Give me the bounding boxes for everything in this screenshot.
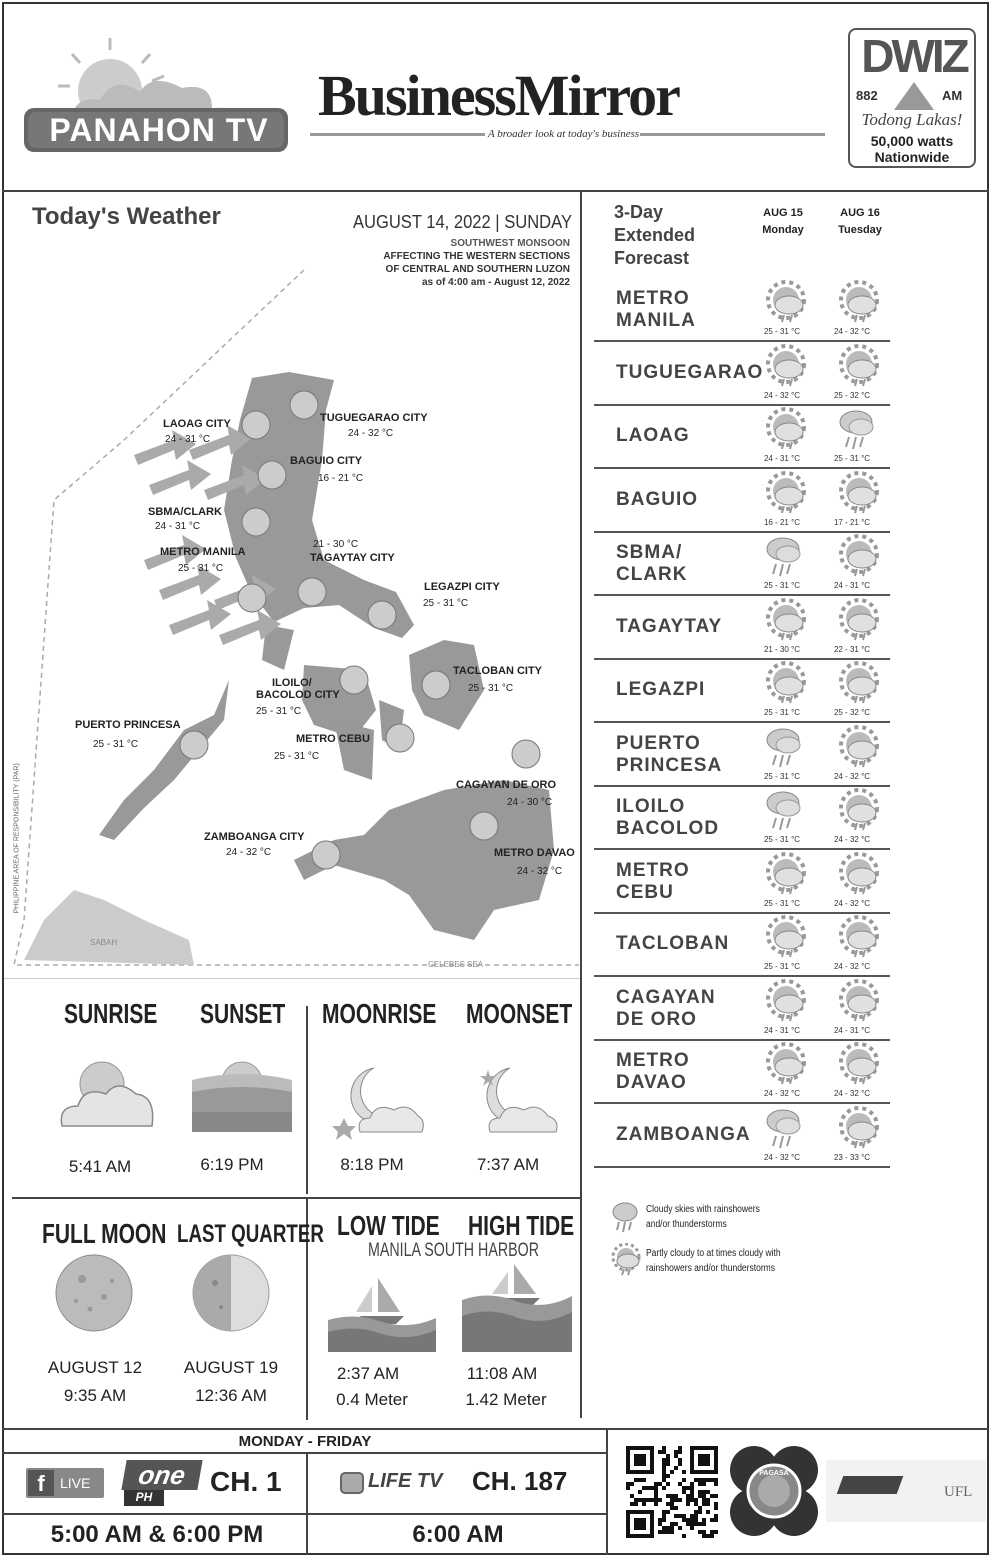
forecast-day2-weather-icon — [837, 471, 881, 520]
forecast-row — [594, 534, 890, 596]
par-label: PHILIPPINE AREA OF RESPONSIBILITY (PAR) — [13, 763, 21, 914]
ufl-box — [826, 1460, 986, 1522]
low-tide-time: 2:37 AM — [336, 1364, 400, 1383]
forecast-row — [594, 979, 890, 1041]
forecast-day2-temp: 24 - 32 °C — [833, 327, 871, 336]
today-note-4: as of 4:00 am - August 12, 2022 — [421, 277, 570, 288]
forecast-row — [594, 852, 890, 914]
qr-code-graphic — [626, 1446, 718, 1538]
city-metro-davao: METRO DAVAO — [494, 847, 575, 859]
philippines-map — [4, 260, 582, 972]
sunrise-label: SUNRISE — [64, 998, 158, 1029]
forecast-day2-temp: 25 - 31 °C — [833, 454, 871, 463]
forecast-city-line1: SBMA/ — [616, 542, 683, 563]
masthead-rule-left — [310, 133, 485, 136]
forecast-day2-weather-icon — [837, 598, 881, 647]
dwiz-logo — [848, 28, 976, 168]
forecast-title-3: Forecast — [614, 248, 690, 268]
city-tagaytay: TAGAYTAY CITY — [310, 552, 395, 564]
celebes-label: CELEBES SEA — [428, 960, 484, 969]
city-metro-davao-temp: 24 - 32 °C — [517, 866, 563, 877]
forecast-day2-temp: 24 - 32 °C — [833, 771, 871, 781]
city-cagayan-de-oro-temp: 24 - 30 °C — [507, 797, 553, 808]
moonset-icon — [470, 1062, 566, 1145]
forecast-day1-temp: 24 - 31 °C — [763, 1025, 801, 1035]
city-zamboanga: ZAMBOANGA CITY — [204, 831, 305, 843]
one-label: one — [121, 1460, 202, 1490]
footer-times-vdivider — [306, 1452, 308, 1555]
forecast-day1-weather-icon — [764, 534, 802, 583]
legend-1a: Cloudy skies with rainshowers — [646, 1204, 760, 1215]
forecast-day2-temp: 25 - 32 °C — [833, 708, 871, 717]
last-quarter-moon-icon — [191, 1253, 271, 1338]
forecast-day1-name: Monday — [762, 224, 804, 236]
dwiz-am: AM — [942, 88, 963, 103]
forecast-day1-weather-icon — [764, 407, 808, 456]
forecast-day1-temp: 24 - 32 °C — [763, 1089, 801, 1098]
legend-cloudy-rain-icon — [612, 1200, 638, 1234]
forecast-city-line1: BAGUIO — [616, 488, 698, 510]
map-forecast-divider — [580, 192, 582, 1418]
city-tacloban-temp: 25 - 31 °C — [468, 683, 514, 694]
dwiz-emblem-icon — [894, 82, 934, 110]
panahon-tv-logo — [22, 36, 290, 154]
forecast-day2-temp: 17 - 21 °C — [833, 517, 871, 527]
forecast-city-line1: METRO — [616, 288, 690, 309]
forecast-day1-temp: 25 - 31 °C — [763, 581, 801, 590]
moonset-time: 7:37 AM — [476, 1155, 540, 1174]
forecast-day1-weather-icon — [764, 598, 808, 647]
forecast-city-line2: PRINCESA — [616, 754, 723, 776]
forecast-row — [594, 725, 890, 787]
city-metro-manila-temp: 25 - 31 °C — [178, 563, 224, 574]
forecast-city-line1: PUERTO — [616, 732, 701, 754]
city-iloilo: ILOILO/ — [272, 677, 312, 689]
last-quarter-time: 12:36 AM — [195, 1386, 267, 1405]
forecast-row — [594, 1042, 890, 1104]
forecast-day2-temp: 25 - 32 °C — [833, 390, 871, 400]
forecast-city-line1: LAOAG — [616, 425, 690, 446]
forecast-day2-temp: 22 - 31 °C — [833, 644, 871, 654]
city-cagayan-de-oro: CAGAYAN DE ORO — [456, 779, 557, 791]
today-date: AUGUST 14, 2022 | SUNDAY — [352, 212, 572, 232]
live-label: LIVE — [60, 1475, 91, 1491]
broadcast-time-right: 6:00 AM — [412, 1521, 504, 1548]
sun-moon-bottom-divider — [12, 1197, 582, 1199]
ufl-emblem-icon — [837, 1476, 904, 1494]
forecast-day2-weather-icon — [837, 534, 881, 583]
city-legazpi: LEGAZPI CITY — [424, 581, 500, 593]
ufl-label: UFL — [944, 1484, 973, 1500]
sunrise-time: 5:41 AM — [68, 1157, 132, 1176]
high-tide-height: 1.42 Meter — [465, 1390, 547, 1409]
forecast-day2-weather-icon — [837, 344, 881, 393]
forecast-day2-weather-icon — [837, 280, 881, 329]
city-laoag-temp: 24 - 31 °C — [165, 434, 211, 445]
map-bottom-divider — [4, 978, 580, 979]
city-laoag: LAOAG CITY — [163, 418, 231, 430]
forecast-city-line1: METRO — [616, 1050, 690, 1071]
city-puerto-princesa-temp: 25 - 31 °C — [93, 739, 139, 750]
city-puerto-princesa: PUERTO PRINCESA — [75, 719, 181, 731]
masthead-title: BusinessMirror — [318, 63, 679, 128]
tv-icon — [340, 1472, 364, 1494]
last-quarter-label: LAST QUARTER — [177, 1220, 324, 1248]
footer-times-divider — [2, 1513, 606, 1515]
full-moon-time: 9:35 AM — [63, 1386, 127, 1405]
forecast-day1-temp: 25 - 31 °C — [763, 962, 801, 971]
qr-code[interactable] — [626, 1446, 718, 1538]
channel-187: CH. 187 — [472, 1466, 568, 1496]
forecast-city-line2: BACOLOD — [616, 818, 720, 839]
forecast-city-line1: LEGAZPI — [616, 679, 706, 700]
footer-top-divider — [2, 1428, 989, 1430]
forecast-title-1: 3-Day — [614, 202, 664, 222]
today-note-2: AFFECTING THE WESTERN SECTIONS — [383, 251, 570, 262]
today-note-3: OF CENTRAL AND SOUTHERN LUZON — [385, 264, 570, 275]
forecast-day2-weather-icon — [837, 852, 881, 901]
city-tacloban: TACLOBAN CITY — [453, 665, 543, 677]
sabah-label: SABAH — [90, 938, 118, 947]
forecast-day1-temp: 25 - 31 °C — [763, 708, 801, 717]
forecast-row — [594, 915, 890, 977]
forecast-day1-temp: 25 - 31 °C — [763, 835, 801, 844]
forecast-day2-temp: 24 - 32 °C — [833, 835, 871, 844]
forecast-day2-weather-icon — [837, 725, 881, 774]
city-tagaytay-temp: 21 - 30 °C — [313, 539, 359, 550]
forecast-city-line2: DAVAO — [616, 1072, 687, 1093]
forecast-day1-temp: 16 - 21 °C — [763, 517, 801, 527]
forecast-city-line2: MANILA — [616, 310, 696, 331]
forecast-row — [594, 407, 890, 469]
forecast-day1-weather-icon — [764, 725, 802, 774]
full-moon-icon — [54, 1253, 134, 1338]
forecast-day2-date: AUG 16 — [840, 207, 880, 219]
sun-moon-divider — [306, 1006, 308, 1194]
life-tv-label: LIFE TV — [368, 1470, 443, 1492]
footer-vertical-divider — [606, 1428, 608, 1555]
forecast-city-line2: CEBU — [616, 881, 674, 903]
moonrise-icon — [330, 1062, 426, 1145]
forecast-city-line1: ILOILO — [616, 796, 686, 817]
life-tv-logo — [338, 1466, 464, 1498]
forecast-day2-temp: 24 - 32 °C — [833, 1089, 871, 1098]
forecast-row — [594, 280, 890, 342]
forecast-day2-weather-icon — [837, 1106, 881, 1155]
forecast-day2-temp: 24 - 31 °C — [833, 1025, 871, 1035]
forecast-city-line2: CLARK — [616, 564, 688, 585]
masthead-tagline: A broader look at today's business — [488, 128, 640, 140]
forecast-day1-temp: 24 - 32 °C — [763, 390, 801, 400]
forecast-city-line1: CAGAYAN — [616, 986, 716, 1008]
city-sbma-clark: SBMA/CLARK — [148, 506, 222, 518]
forecast-day2-weather-icon — [837, 1042, 881, 1091]
city-zamboanga-temp: 24 - 32 °C — [226, 847, 272, 858]
legend-2b: rainshowers and/or thunderstorms — [646, 1263, 775, 1274]
city-baguio-temp: 16 - 21 °C — [318, 473, 364, 484]
city-legazpi-temp: 25 - 31 °C — [423, 598, 469, 609]
city-metro-cebu-temp: 25 - 31 °C — [274, 751, 320, 762]
ph-label: PH — [124, 1490, 164, 1506]
sunset-time: 6:19 PM — [200, 1155, 264, 1174]
dwiz-freq: 882 — [856, 88, 878, 103]
tide-location: MANILA SOUTH HARBOR — [368, 1240, 540, 1261]
forecast-row — [594, 471, 890, 533]
moonset-label: MOONSET — [466, 998, 573, 1029]
forecast-day2-temp: 24 - 32 °C — [833, 962, 871, 971]
forecast-day1-weather-icon — [764, 280, 808, 329]
forecast-day2-weather-icon — [837, 788, 881, 837]
low-tide-label: LOW TIDE — [337, 1210, 440, 1241]
forecast-city-line1: TACLOBAN — [616, 933, 730, 954]
high-tide-label: HIGH TIDE — [468, 1210, 575, 1241]
moonrise-time: 8:18 PM — [340, 1155, 404, 1174]
forecast-day1-weather-icon — [764, 915, 808, 964]
footer-days: MONDAY - FRIDAY — [238, 1433, 372, 1450]
forecast-day2-weather-icon — [837, 915, 881, 964]
forecast-day1-temp: 25 - 31 °C — [763, 771, 801, 781]
masthead-rule-right — [640, 133, 825, 136]
city-bacolod: BACOLOD CITY — [256, 689, 340, 701]
footer-days-divider — [2, 1452, 606, 1454]
forecast-title-2: Extended — [614, 225, 696, 245]
forecast-day1-weather-icon — [764, 852, 808, 901]
city-metro-manila: METRO MANILA — [160, 546, 246, 558]
low-tide-height: 0.4 Meter — [336, 1390, 408, 1409]
legend-2a: Partly cloudy to at times cloudy with — [646, 1248, 781, 1259]
pagasa-logo — [728, 1444, 820, 1538]
dwiz-power-1: 50,000 watts — [870, 133, 954, 149]
broadcast-time-left: 5:00 AM & 6:00 PM — [50, 1521, 264, 1548]
forecast-day2-temp: 24 - 31 °C — [833, 581, 871, 590]
dwiz-slogan: Todong Lakas! — [861, 110, 963, 129]
forecast-day1-weather-icon — [764, 1106, 802, 1155]
sunrise-icon — [52, 1052, 158, 1137]
forecast-day1-weather-icon — [764, 1042, 808, 1091]
forecast-day1-temp: 24 - 31 °C — [763, 454, 801, 463]
last-quarter-date: AUGUST 19 — [183, 1358, 279, 1377]
pagasa-label: PAGASA — [759, 1470, 789, 1477]
moonrise-label: MOONRISE — [322, 998, 437, 1029]
forecast-city-line2: DE ORO — [616, 1008, 697, 1030]
high-tide-time: 11:08 AM — [466, 1364, 538, 1383]
high-tide-icon — [460, 1260, 574, 1359]
forecast-day1-weather-icon — [764, 344, 808, 393]
forecast-day2-name: Tuesday — [838, 224, 882, 236]
forecast-day1-temp: 24 - 32 °C — [763, 1152, 801, 1162]
sunset-label: SUNSET — [200, 998, 286, 1029]
legend-partly-cloudy-icon — [610, 1243, 642, 1277]
city-tuguegarao: TUGUEGARAO CITY — [320, 412, 428, 424]
forecast-day1-weather-icon — [764, 788, 802, 837]
forecast-day1-date: AUG 15 — [763, 207, 803, 219]
facebook-live-badge[interactable] — [26, 1468, 104, 1498]
forecast-row — [594, 598, 890, 660]
forecast-day1-weather-icon — [764, 471, 808, 520]
forecast-day2-temp: 24 - 32 °C — [833, 898, 871, 908]
forecast-city-line1: TAGAYTAY — [616, 615, 723, 637]
header-divider — [2, 190, 989, 192]
city-sbma-clark-temp: 24 - 31 °C — [155, 521, 201, 532]
full-moon-date: AUGUST 12 — [47, 1358, 143, 1377]
dwiz-title: DWIZ — [861, 30, 967, 82]
todays-weather-title: Today's Weather — [32, 203, 221, 230]
legend-1b: and/or thunderstorms — [646, 1219, 727, 1230]
forecast-day2-weather-icon — [837, 979, 881, 1028]
forecast-row — [594, 661, 890, 723]
forecast-day1-temp: 21 - 30 °C — [763, 644, 801, 654]
forecast-row — [594, 788, 890, 850]
facebook-icon: f — [28, 1470, 54, 1496]
forecast-city-line1: METRO — [616, 859, 690, 881]
full-moon-label: FULL MOON — [42, 1218, 167, 1249]
one-ph-logo — [124, 1460, 200, 1506]
forecast-day1-temp: 25 - 31 °C — [763, 898, 801, 908]
channel-1: CH. 1 — [210, 1466, 282, 1497]
forecast-day2-weather-icon — [837, 661, 881, 710]
today-note-1: SOUTHWEST MONSOON — [450, 238, 570, 249]
forecast-day1-temp: 25 - 31 °C — [763, 327, 801, 336]
low-tide-icon — [326, 1272, 438, 1359]
city-baguio: BAGUIO CITY — [290, 455, 363, 467]
city-metro-cebu: METRO CEBU — [296, 733, 370, 745]
forecast-day1-weather-icon — [764, 661, 808, 710]
sunset-icon — [190, 1052, 294, 1139]
forecast-day1-weather-icon — [764, 979, 808, 1028]
forecast-day2-weather-icon — [837, 407, 875, 456]
forecast-row — [594, 1106, 890, 1168]
forecast-city-line1: TUGUEGARAO — [616, 361, 764, 383]
forecast-city-line1: ZAMBOANGA — [616, 1123, 751, 1145]
forecast-day2-temp: 23 - 33 °C — [833, 1152, 871, 1162]
city-tuguegarao-temp: 24 - 32 °C — [348, 428, 394, 439]
dwiz-power-2: Nationwide — [874, 149, 950, 165]
city-iloilo-bacolod-temp: 25 - 31 °C — [256, 706, 302, 717]
forecast-row — [594, 344, 890, 406]
panahon-tv-label: PANAHON TV — [49, 112, 269, 148]
